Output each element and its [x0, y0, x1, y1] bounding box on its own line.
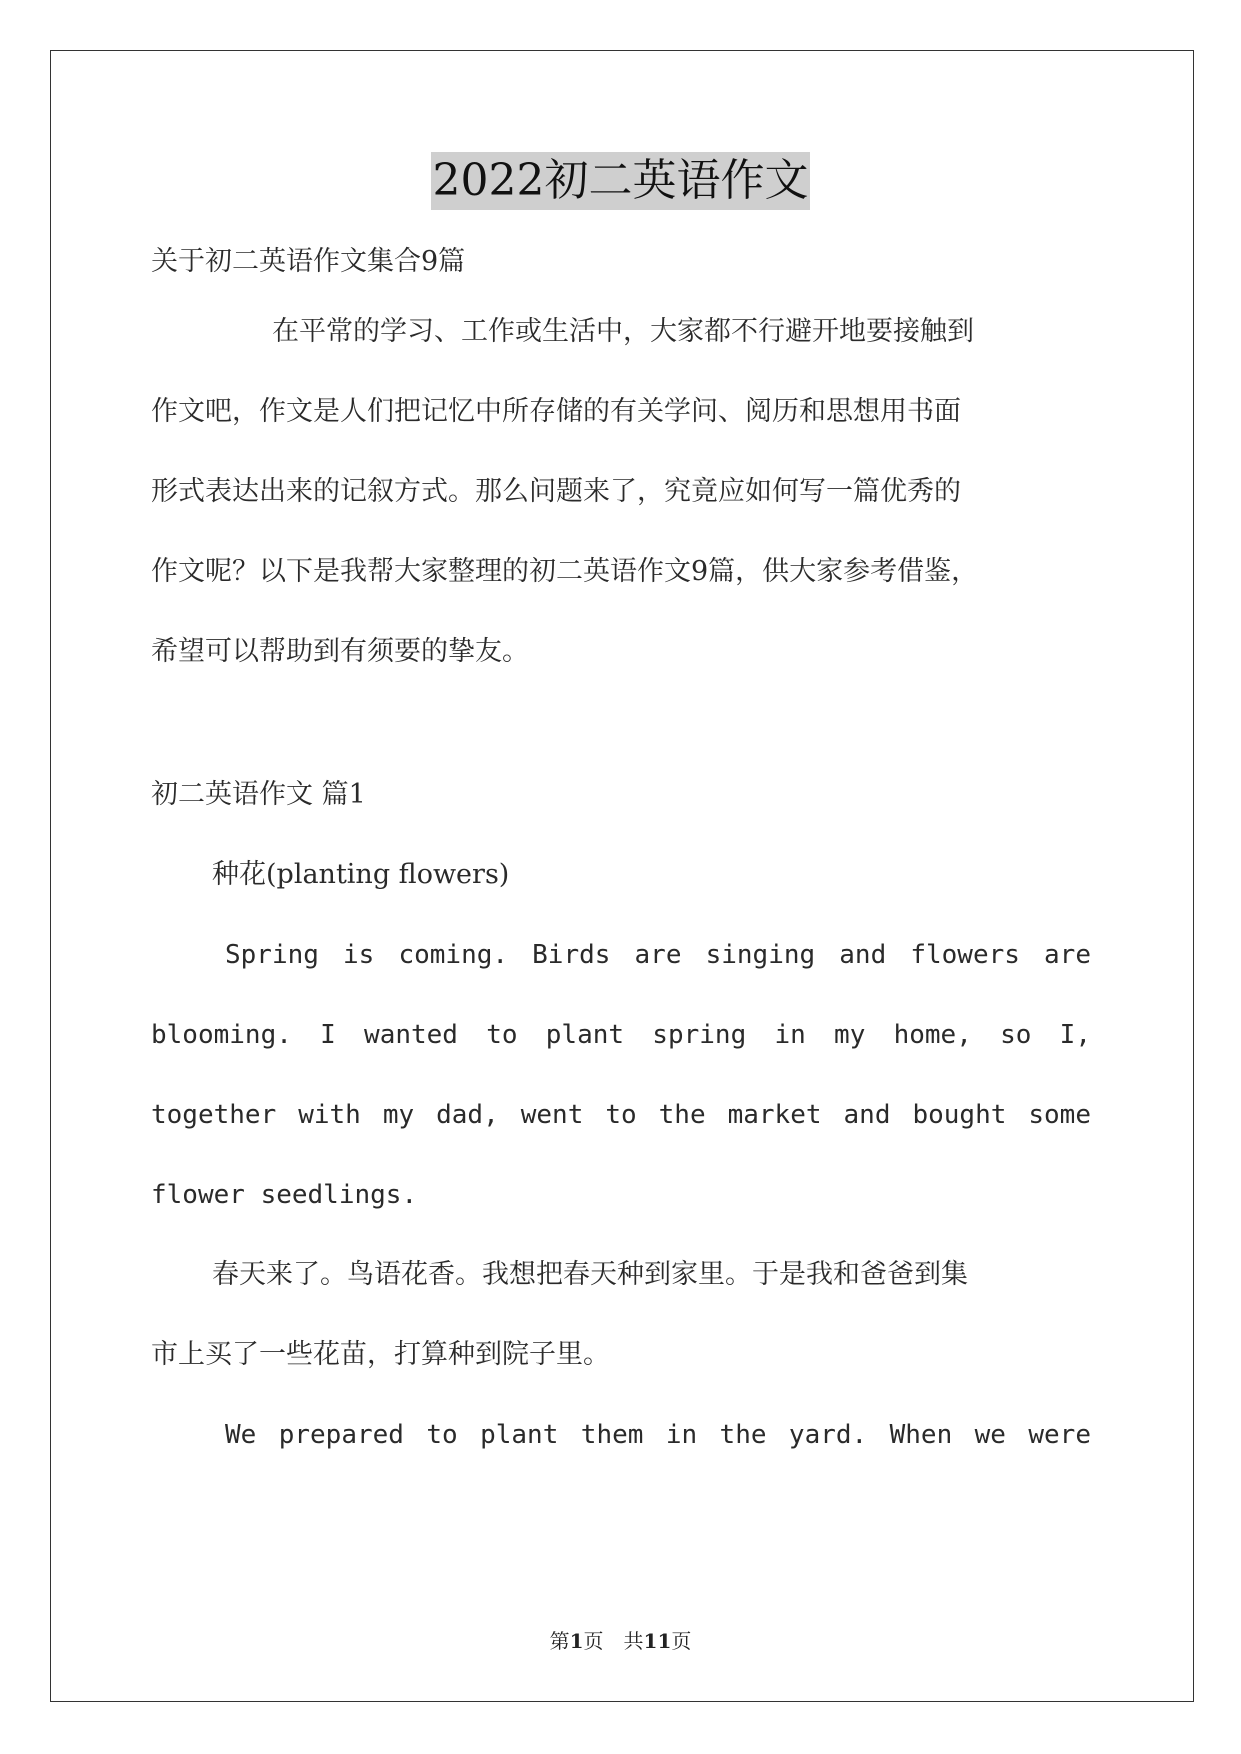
- footer-prefix: 第: [549, 1629, 570, 1653]
- document-title-wrap: [0, 152, 1241, 210]
- para1-line-4: flower seedlings.: [151, 1180, 418, 1210]
- subtitle: 关于初二英语作文集合9篇: [151, 246, 466, 277]
- footer-suffix: 页: [671, 1629, 692, 1653]
- para1-line-3: together with my dad, went to the market and bought some: [151, 1100, 1091, 1130]
- section-heading: 初二英语作文 篇1: [151, 779, 366, 810]
- footer-current-page: 1: [569, 1629, 584, 1653]
- page-footer: [0, 1625, 1241, 1654]
- intro-line-3: 形式表达出来的记叙方式。那么问题来了，究竟应如何写一篇优秀的: [151, 476, 961, 507]
- para1-cn-line-1: 春天来了。鸟语花香。我想把春天种到家里。于是我和爸爸到集: [212, 1259, 968, 1290]
- para1-cn-line-2: 市上买了一些花苗，打算种到院子里。: [151, 1339, 610, 1370]
- intro-line-5: 希望可以帮助到有须要的挚友。: [151, 636, 529, 667]
- intro-line-2: 作文吧，作文是人们把记忆中所存储的有关学问、阅历和思想用书面: [151, 396, 961, 427]
- footer-mid: 页 共: [583, 1629, 644, 1653]
- essay-title: 种花(planting flowers): [212, 859, 510, 890]
- para1-line-2: blooming. I wanted to plant spring in my home, so I,: [151, 1020, 1091, 1050]
- footer-total-pages: 11: [643, 1629, 672, 1653]
- intro-line-1: 在平常的学习、工作或生活中，大家都不行避开地要接触到: [272, 316, 974, 347]
- para1-line-1: Spring is coming. Birds are singing and flowers are: [225, 940, 1091, 970]
- document-title: 2022初二英语作文: [431, 152, 811, 210]
- para2-line-1: We prepared to plant them in the yard. When we were: [225, 1420, 1091, 1450]
- intro-line-4: 作文呢？以下是我帮大家整理的初二英语作文9篇，供大家参考借鉴，: [151, 556, 979, 587]
